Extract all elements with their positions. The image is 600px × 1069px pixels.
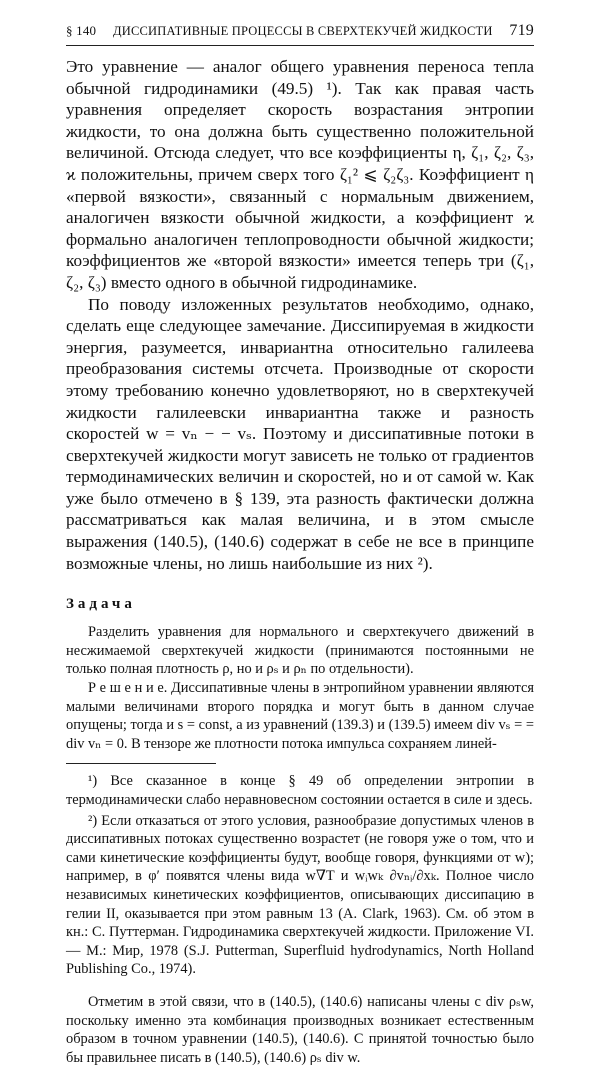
- paragraph-1: Это уравнение — аналог общего уравнения переноса тепла обычной гидродинамики (49.5) ¹). Так как правая часть уравнения определяет скорость возрастания энтропии жидкости, то она должна быть существенно положительной величиной. Отсюда следует, что все коэффициенты η, ζ₁, ζ₂, ζ₃, ϰ положительны, причем сверх того ζ₁² ⩽ ζ₂ζ₃. Коэффициент η «первой вязкости», связанный с нормальным движением, аналогичен вязкости обычной жидкости, а коэффициент ϰ формально аналогичен теплопроводности обычной жидкости; коэффициентов же «второй вязкости» имеется теперь три (ζ₁, ζ₂, ζ₃) вместо одного в обычной гидродинамике.: [66, 57, 534, 292]
- footnote-2-number: ²): [88, 812, 98, 829]
- task-statement: Разделить уравнения для нормального и сверхтекучего движений в несжимаемой сверхтекучей жидкости (принимаются постоянными не только полная плотность ρ, но и ρₛ и ρₙ по отдельности).: [66, 624, 534, 678]
- footnote-divider: [66, 763, 216, 764]
- footnote-1-text: Все сказанное в конце § 49 об определении энтропии в термодинамически слабо неравновесном состоянии остается в силе и здесь.: [66, 773, 534, 808]
- closing-note: Отметим в этой связи, что в (140.5), (140.6) написаны члены с div ρₛw, поскольку именно эта комбинация производных возникает естественным образом в точном уравнении (140.5), (140.6). С принятой точностью было бы правильнее писать в (140.5), (140.6) ρₛ div w.: [66, 993, 534, 1066]
- footnote-2-text: Если отказаться от этого условия, разнообразие допустимых членов в диссипативных потоках существенно возрастет (не говоря уже о том, что и сами кинетические коэффициенты будут, вообще говоря, функциями от w); например, в φ′ появятся члены вида w∇T и wᵢwₖ ∂vₙᵢ/∂xₖ. Полное число независимых кинетических коэффициентов, описывающих диссипацию в гелии II, оказывается при этом равным 13 (A. Clark, 1963). См. об этом в кн.: С. Путтерман. Гидродинамика сверхтекучей жидкости. Приложение VI. — М.: Мир, 1978 (S.J. Putterman, Superfluid hydrodynamics, North Holland Publishing Co., 1974).: [66, 812, 534, 978]
- task-solution: Р е ш е н и е. Диссипативные члены в энтропийном уравнении являются малыми величинами второго порядка и могут быть в данном случае опущены; тогда и s = const, а из уравнений (139.3) и (139.5) имеем div vₛ = = div vₙ = 0. В тензоре же плотности потока импульса сохраняем линей-: [66, 680, 534, 752]
- footnote-1: [66, 772, 534, 809]
- paragraph-2: По поводу изложенных результатов необходимо, однако, сделать еще следующее замечание. Диссипируемая в жидкости энергия, разумеется, инвариантна относительно галилеева преобразования системы отсчета. Производные от скорости этому требованию конечно удовлетворяют, но в сверхтекучей жидкости галилеевски инвариантна также и разность скоростей w = vₙ − − vₛ. Поэтому и диссипативные потоки в сверхтекучей жидкости могут зависеть не только от градиентов термодинамических величин и скоростей, но и от самой w. Как уже было отмечено в § 139, эта разность фактически должна рассматриваться как малая величина, и в этом смысле выражения (140.5), (140.6) содержат в себе не все в принципе возможные члены, но лишь наибольшие из них ²).: [66, 294, 534, 573]
- task-title: Задача: [66, 596, 136, 613]
- footnote-2: [66, 812, 534, 979]
- book-page: [66, 22, 534, 1069]
- header-section: § 140: [66, 23, 97, 38]
- footnote-1-number: ¹): [88, 773, 98, 790]
- running-header: [66, 22, 534, 46]
- page-number: 719: [509, 22, 534, 39]
- header-title: ДИССИПАТИВНЫЕ ПРОЦЕССЫ В СВЕРХТЕКУЧЕЙ ЖИДКОСТИ: [113, 24, 493, 38]
